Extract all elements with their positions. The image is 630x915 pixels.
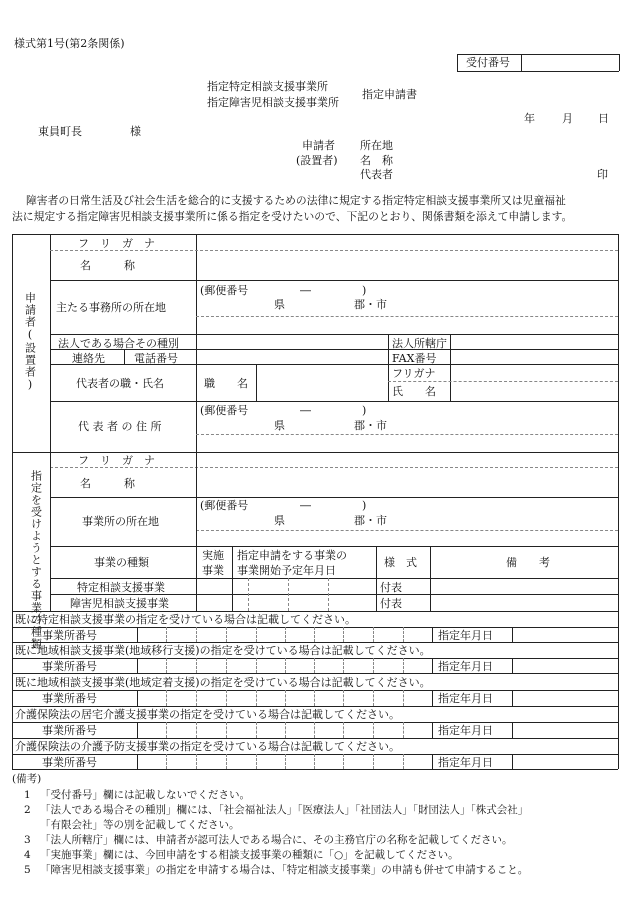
seal-mark: 印 [597,168,608,181]
main-office-address-field[interactable] [197,317,617,333]
business-gun-shi-label: 郡・市 [354,514,387,527]
business-location-label: 事業所の所在地 [82,515,159,528]
establisher-label: (設置者) [296,154,338,167]
business-row-specific-implement-field[interactable] [197,579,231,593]
prior-date-label: 指定年月日 [438,660,493,673]
main-office-gun-shi-label: 郡・市 [354,298,387,311]
prior-prevention-date-field[interactable] [513,755,617,768]
business-row-specific-date-field[interactable] [233,579,375,593]
job-title-label: 職 名 [204,377,248,390]
business-row-specific-form: 付表 [380,581,402,594]
phone-label: 電話番号 [134,352,178,365]
prior-transition-date-field[interactable] [513,659,617,672]
prior-heading-settlement: 既に地域相談支援事業(地域定着支援)の指定を受けている場合は記載してください。 [15,676,431,689]
note-text: 「法人である場合その種別」欄には、「社会福祉法人」「医療法人」「社団法人」「財団法人」「株式会社」 [40,804,529,816]
applicant-name-label: 名 称 [360,154,393,167]
prior-office-no-label: 事業所番号 [42,660,97,673]
corp-authority-label: 法人所轄庁 [392,337,447,350]
rep-furigana-label: フリガナ [392,367,436,380]
business-address-field[interactable] [197,531,617,545]
receipt-number-field[interactable] [524,56,616,69]
business-name-label: 名 称 [80,477,135,490]
applicant-name-row-label: 名 称 [80,259,135,272]
job-title-field[interactable] [257,365,387,400]
applicant-label: 申請者 [302,139,335,152]
note-text: 「障害児相談支援事業」の指定を申請する場合は、「特定相談支援事業」の申請も併せて申請すること。 [40,864,529,876]
business-row-child-remarks-field[interactable] [431,595,617,610]
title-line-1: 指定特定相談支援事業所 [207,80,328,93]
applicant-name-field[interactable] [197,251,617,279]
prior-home-care-date-field[interactable] [513,723,617,737]
business-row-child-implement-field[interactable] [197,595,231,610]
start-date-header-2: 事業開始予定年月日 [237,564,336,577]
business-row-specific-type: 特定相談支援事業 [77,581,165,594]
prior-prevention-office-no-field[interactable] [138,755,431,768]
prior-office-no-label: 事業所番号 [42,629,97,642]
phone-field[interactable] [197,350,387,363]
business-row-child-type: 障害児相談支援事業 [70,597,169,610]
prior-date-label: 指定年月日 [438,724,493,737]
main-office-label: 主たる事務所の所在地 [56,301,166,314]
implement-header-1: 実施 [202,549,224,562]
applicant-furigana-label: フ リ ガ ナ [78,237,155,250]
prior-heading-transition: 既に地域相談支援事業(地域移行支援)の指定を受けている場合は記載してください。 [15,644,431,657]
prior-date-label: 指定年月日 [438,756,493,769]
applicant-section-label: 申請者(設置者) [23,292,37,392]
receipt-number-label: 受付番号 [466,56,510,69]
date-day-label: 日 [598,112,609,125]
prior-settlement-date-field[interactable] [513,691,617,705]
note-number: 3 [24,834,31,846]
form-number: 様式第1号(第2条関係) [14,37,125,50]
business-pref-label: 県 [274,514,285,527]
applicant-rep-label: 代表者 [360,168,393,181]
prior-office-no-label: 事業所番号 [42,692,97,705]
main-office-postal-label: (郵便番号 [200,284,249,297]
main-office-postal-dash: ― [300,284,311,297]
note-text: 「法人所轄庁」欄には、申請者が認可法人である場合に、その主務官庁の名称を記載してください。 [40,834,513,846]
fax-label: FAX番号 [392,352,437,365]
fax-field[interactable] [451,350,617,363]
main-office-pref-label: 県 [274,298,285,311]
prior-settlement-office-no-field[interactable] [138,691,431,705]
rep-postal-close: ) [362,404,367,417]
prior-date-label: 指定年月日 [438,629,493,642]
business-name-field[interactable] [197,468,617,496]
addressee: 東員町長 [38,125,82,138]
rep-pref-label: 県 [274,419,285,432]
main-office-postal-close: ) [362,284,367,297]
notes-heading: (備考) [12,773,42,785]
rep-name-label: 氏 名 [392,385,436,398]
note-text: 「受付番号」欄には記載しないでください。 [40,789,250,801]
business-section-label: 指定を受けようとする事業の種類 [29,470,43,650]
prior-home-care-office-no-field[interactable] [138,723,431,737]
prior-transition-office-no-field[interactable] [138,659,431,672]
prior-heading-specific: 既に特定相談支援事業の指定を受けている場合は記載してください。 [15,613,356,626]
rep-name-field[interactable] [451,382,617,400]
rep-gun-shi-label: 郡・市 [354,419,387,432]
prior-office-no-label: 事業所番号 [42,724,97,737]
prior-heading-home-care: 介護保険法の居宅介護支援事業の指定を受けている場合は記載してください。 [15,708,400,721]
rep-postal-label: (郵便番号 [200,404,249,417]
prior-specific-date-field[interactable] [513,628,617,641]
business-furigana-field[interactable] [197,453,617,466]
business-row-child-date-field[interactable] [233,595,375,610]
intro-line-2: 法に規定する指定障害児相談支援事業所に係る指定を受けたいので、下記のとおり、関係書類を添えて申請します。 [12,210,573,223]
rep-title-name-label: 代表者の職・氏名 [76,377,164,390]
note-text: 「有限会社」等の別を記載してください。 [40,819,240,831]
prior-office-no-label: 事業所番号 [42,756,97,769]
note-number: 1 [24,789,31,801]
business-postal-dash: ― [300,499,311,512]
implement-header-2: 事業 [202,564,224,577]
title-line-2: 指定障害児相談支援事業所 [207,96,339,109]
corp-type-field[interactable] [197,335,387,348]
date-month-label: 月 [562,112,573,125]
prior-date-label: 指定年月日 [438,692,493,705]
note-number: 2 [24,804,31,816]
prior-specific-office-no-field[interactable] [138,628,431,641]
prior-heading-prevention: 介護保険法の介護予防支援事業の指定を受けている場合は記載してください。 [15,740,400,753]
rep-address-field[interactable] [197,435,617,451]
applicant-address-label: 所在地 [360,139,393,152]
business-row-child-form: 付表 [380,597,402,610]
start-date-header-1: 指定申請をする事業の [237,549,347,562]
note-number: 5 [24,864,31,876]
business-type-header: 事業の種類 [94,556,149,569]
note-text: 「実施事業」欄には、今回申請をする相談支援事業の種類に「○」を記載してください。 [40,849,459,861]
applicant-furigana-field[interactable] [197,235,617,249]
business-postal-label: (郵便番号 [200,499,249,512]
intro-line-1: 障害者の日常生活及び社会生活を総合的に支援するための法律に規定する指定特定相談支援事業所又は児童福祉 [26,194,566,207]
business-postal-close: ) [362,499,367,512]
corp-type-label: 法人である場合その種別 [58,337,179,350]
remarks-header: 備 考 [506,556,550,569]
rep-address-label: 代 表 者 の 住 所 [78,420,162,433]
contact-label: 連絡先 [72,352,105,365]
form-style-header: 様 式 [384,556,417,569]
rep-furigana-field[interactable] [451,365,617,380]
date-year-label: 年 [524,112,535,125]
note-number: 4 [24,849,31,861]
business-row-specific-remarks-field[interactable] [431,579,617,593]
honorific: 様 [130,125,141,138]
corp-authority-field[interactable] [451,335,617,348]
title-suffix: 指定申請書 [362,88,417,101]
business-furigana-label: フ リ ガ ナ [78,454,155,467]
rep-postal-dash: ― [300,404,311,417]
